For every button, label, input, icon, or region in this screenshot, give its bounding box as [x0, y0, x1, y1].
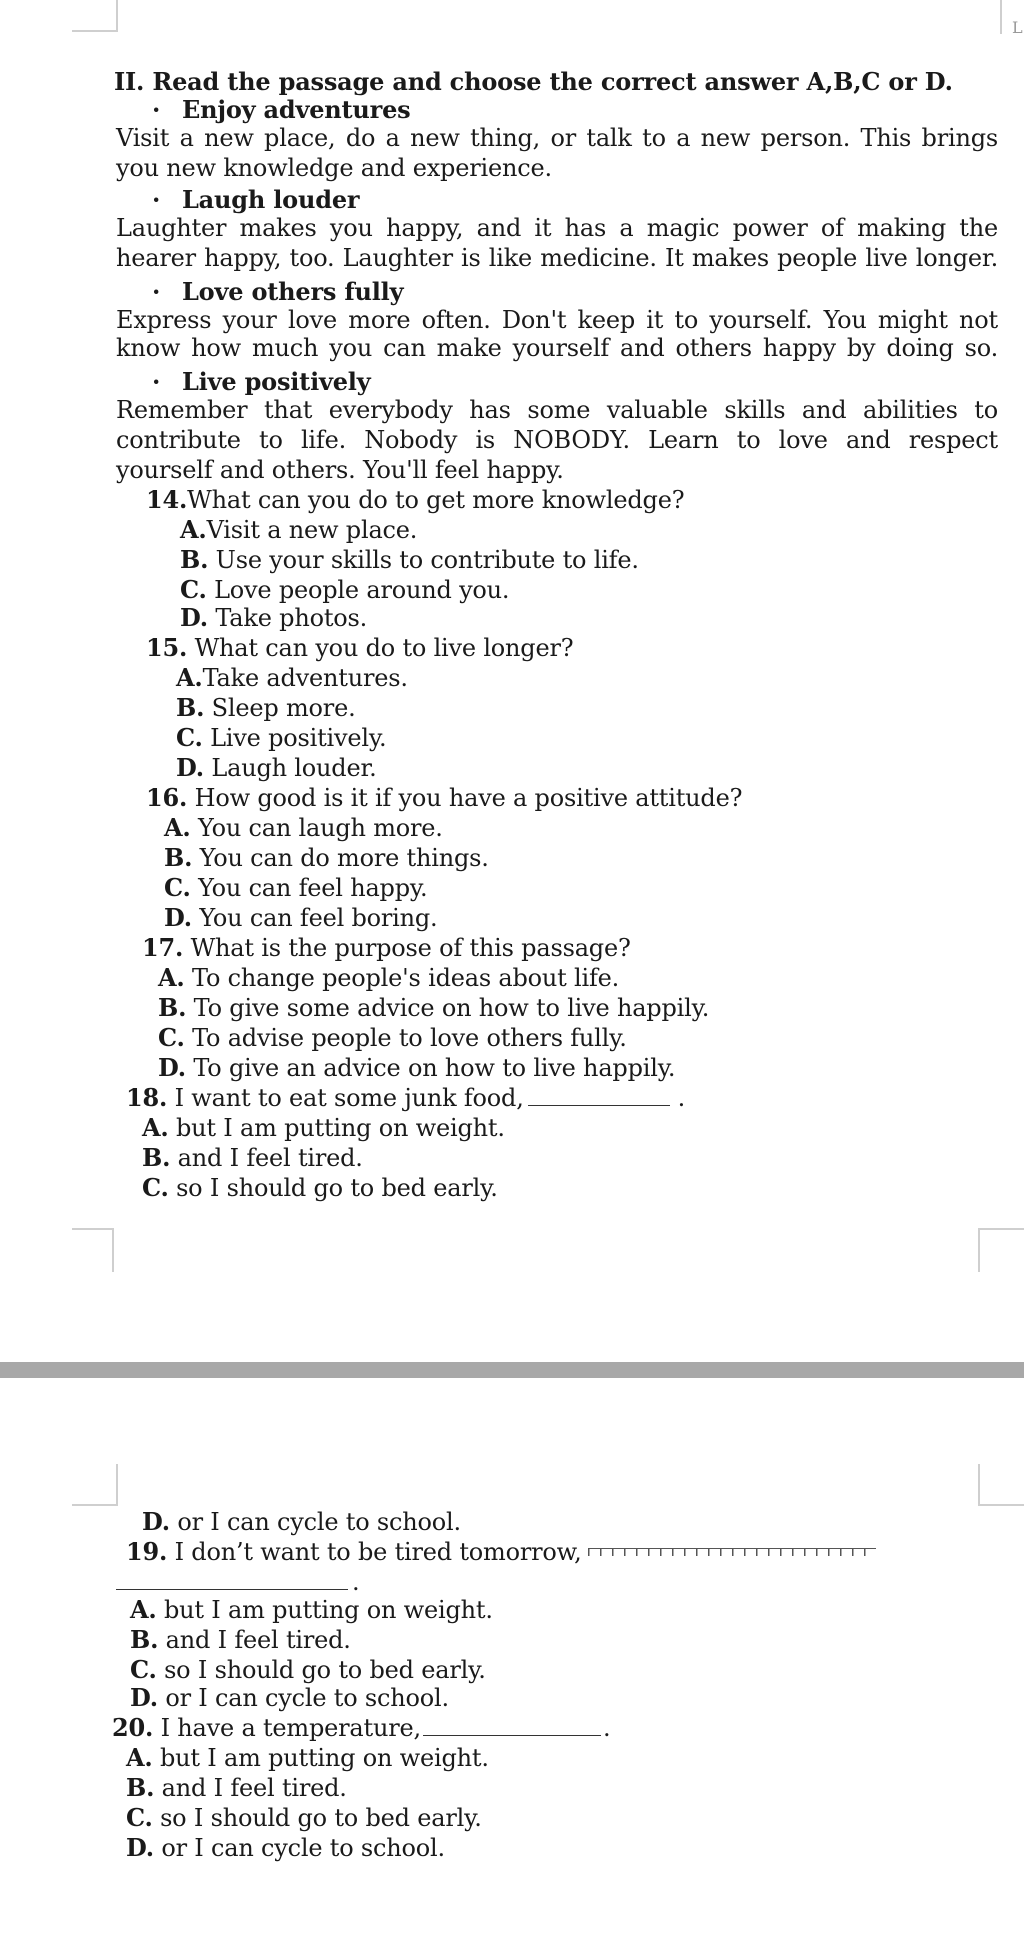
answer-option[interactable]: A. but I am putting on weight. — [130, 1595, 493, 1624]
answer-option[interactable]: A. but I am putting on weight. — [142, 1113, 505, 1142]
question-14: 14.What can you do to get more knowledge? — [146, 485, 685, 514]
passage-line: Express your love more often. Don't keep it to yourself. You might not — [116, 306, 998, 334]
question-19: 19. I don’t want to be tired tomorrow, — [126, 1538, 876, 1566]
answer-option[interactable]: D. Laugh louder. — [176, 753, 377, 782]
passage-heading: · Laugh louder — [152, 185, 360, 214]
crop-mark — [978, 1228, 1024, 1272]
answer-option[interactable]: B. You can do more things. — [164, 843, 489, 872]
answer-option[interactable]: B. Sleep more. — [176, 693, 356, 722]
passage-line: know how much you can make yourself and others happy by doing so. — [116, 334, 998, 362]
answer-option[interactable]: C. Live positively. — [176, 723, 387, 752]
answer-option[interactable]: D. or I can cycle to school. — [126, 1833, 445, 1862]
question-18: 18. I want to eat some junk food, . — [126, 1083, 686, 1112]
answer-option[interactable]: A.Visit a new place. — [180, 515, 418, 544]
crop-mark — [72, 1228, 114, 1272]
passage-line: you new knowledge and experience. — [116, 154, 552, 182]
answer-blank[interactable] — [423, 1717, 601, 1736]
answer-option[interactable]: B. and I feel tired. — [142, 1143, 363, 1172]
section-title: II. Read the passage and choose the correct answer A,B,C or D. — [114, 67, 953, 96]
answer-option[interactable]: D. Take photos. — [180, 603, 368, 632]
question-17: 17. What is the purpose of this passage? — [142, 933, 631, 962]
answer-option[interactable]: B. To give some advice on how to live happily. — [158, 993, 710, 1022]
page-gap — [0, 1362, 1024, 1378]
answer-option[interactable]: A.Take adventures. — [176, 663, 408, 692]
answer-option[interactable]: D. or I can cycle to school. — [130, 1683, 449, 1712]
answer-option[interactable]: B. and I feel tired. — [130, 1625, 351, 1654]
passage-heading: · Love others fully — [152, 277, 404, 306]
passage-line: Laughter makes you happy, and it has a magic power of making the — [116, 214, 998, 242]
crop-mark — [72, 0, 118, 32]
answer-option[interactable]: C. so I should go to bed early. — [130, 1655, 486, 1684]
question-20: 20. I have a temperature, . — [112, 1713, 611, 1742]
answer-blank[interactable] — [588, 1548, 876, 1559]
crop-mark — [72, 1464, 118, 1506]
answer-blank[interactable] — [528, 1087, 670, 1106]
answer-option[interactable]: C. You can feel happy. — [164, 873, 428, 902]
crop-mark — [978, 1464, 1024, 1506]
answer-option[interactable]: A. You can laugh more. — [164, 813, 443, 842]
passage-line: Visit a new place, do a new thing, or talk to a new person. This brings — [116, 124, 998, 152]
passage-heading: · Enjoy adventures — [152, 95, 411, 124]
answer-option[interactable]: C. so I should go to bed early. — [142, 1173, 498, 1202]
answer-blank-line[interactable]: . — [116, 1568, 359, 1596]
passage-line: contribute to life. Nobody is NOBODY. Learn to love and respect — [116, 426, 998, 454]
answer-option[interactable]: B. Use your skills to contribute to life. — [180, 545, 639, 574]
answer-option[interactable]: D. You can feel boring. — [164, 903, 438, 932]
passage-line: hearer happy, too. Laughter is like medicine. It makes people live longer. — [116, 244, 998, 272]
answer-option[interactable]: A. To change people's ideas about life. — [158, 963, 620, 992]
answer-option[interactable]: C. To advise people to love others fully. — [158, 1023, 627, 1052]
corner-mark: L — [1012, 18, 1023, 37]
answer-option[interactable]: A. but I am putting on weight. — [126, 1743, 489, 1772]
document-page-2 — [0, 1378, 1024, 1939]
answer-option[interactable]: B. and I feel tired. — [126, 1773, 347, 1802]
passage-heading: · Live positively — [152, 367, 371, 396]
answer-option[interactable]: C. so I should go to bed early. — [126, 1803, 482, 1832]
passage-line: yourself and others. You'll feel happy. — [116, 456, 564, 484]
question-15: 15. What can you do to live longer? — [146, 633, 574, 662]
question-16: 16. How good is it if you have a positive attitude? — [146, 783, 743, 812]
passage-line: Remember that everybody has some valuable skills and abilities to — [116, 396, 998, 424]
answer-option[interactable]: D. or I can cycle to school. — [142, 1507, 461, 1536]
answer-option[interactable]: C. Love people around you. — [180, 575, 510, 604]
answer-option[interactable]: D. To give an advice on how to live happily. — [158, 1053, 676, 1082]
